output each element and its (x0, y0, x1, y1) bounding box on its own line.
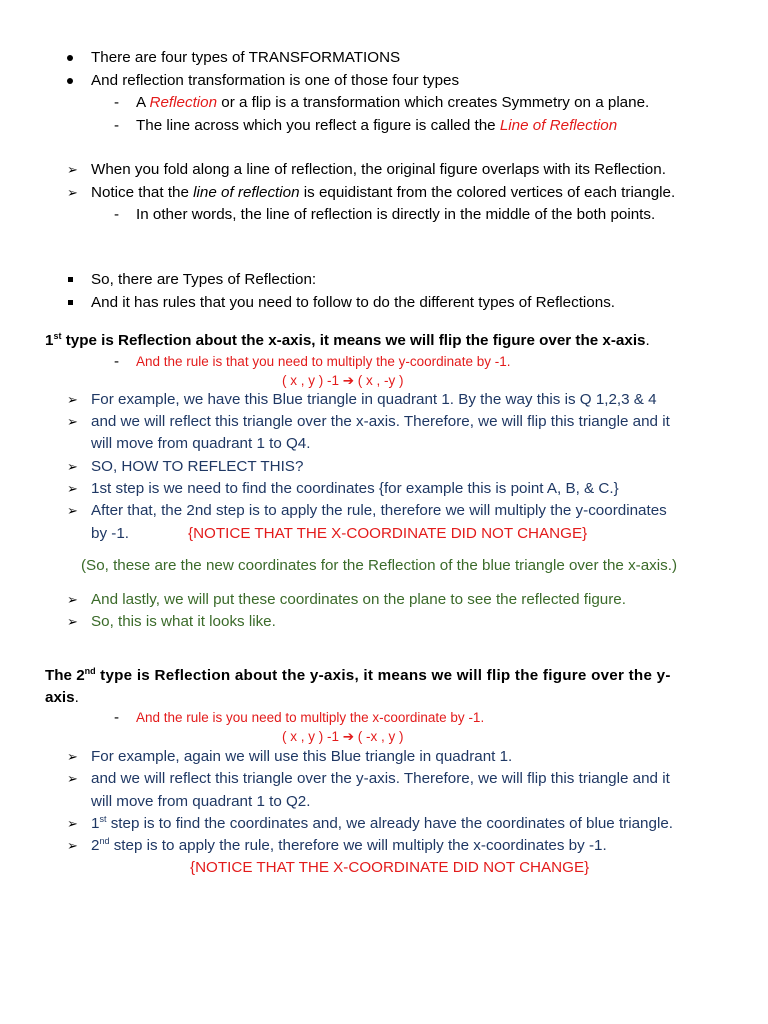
line-of-reflection-term: Line of Reflection (499, 117, 618, 134)
arrow-bullet-icon: ➢ (67, 503, 78, 518)
xaxis-rule: And the rule is that you need to multiply the y-coordinate by -1. (136, 354, 511, 369)
bullet-dot (67, 78, 73, 84)
xaxis-line-3: SO, HOW TO REFLECT THIS? (91, 458, 304, 475)
arrow-bullet-icon: ➢ (67, 771, 78, 786)
arrow-bullet-icon: ➢ (67, 185, 78, 200)
xaxis-line-2a: and we will reflect this triangle over the x-axis. Therefore, we will flip this triangle and it (91, 413, 670, 430)
xaxis-formula: ( x , y ) -1 ➔ ( x , -y ) (282, 373, 404, 388)
arrow-bullet-icon: ➢ (67, 392, 78, 407)
xaxis-line-5b: by -1. (91, 525, 129, 542)
xaxis-heading: 1st type is Reflection about the x-axis, it means we will flip the figure over the x-axis. (45, 331, 650, 349)
sub-dash: - (114, 353, 120, 370)
types-item-1: So, there are Types of Reflection: (91, 271, 317, 288)
sub-dash: - (114, 206, 120, 223)
types-item-2: And it has rules that you need to follow to do the different types of Reflections. (91, 294, 616, 311)
arrow-item-fold: When you fold along a line of reflection, the original figure overlaps with its Reflection. (91, 161, 666, 178)
yaxis-line-2b: will move from quadrant 1 to Q2. (91, 793, 311, 810)
intro-sub-2: The line across which you reflect a figure is called the Line of Reflection (136, 117, 618, 134)
yaxis-notice: {NOTICE THAT THE X-COORDINATE DID NOT CHANGE} (190, 859, 590, 876)
arrow-bullet-icon: ➢ (67, 162, 78, 177)
square-bullet (68, 277, 73, 282)
arrow-bullet-icon: ➢ (67, 481, 78, 496)
yaxis-line-1: For example, again we will use this Blue triangle in quadrant 1. (91, 748, 513, 765)
square-bullet (68, 300, 73, 305)
intro-bullet-1: There are four types of TRANSFORMATIONS (91, 49, 401, 66)
xaxis-line-5a: After that, the 2nd step is to apply the rule, therefore we will multiply the y-coordinates (91, 502, 667, 519)
yaxis-line-4: 2nd step is to apply the rule, therefore we will multiply the x-coordinates by -1. (91, 836, 607, 854)
yaxis-heading-line-2: axis. (45, 689, 79, 706)
yaxis-line-2a: and we will reflect this triangle over the y-axis. Therefore, we will flip this triangle and it (91, 770, 670, 787)
arrow-bullet-icon: ➢ (67, 592, 78, 607)
xaxis-line-2b: will move from quadrant 1 to Q4. (91, 435, 311, 452)
sub-dash: - (114, 117, 120, 134)
arrow-bullet-icon: ➢ (67, 838, 78, 853)
intro-sub-1: A Reflection or a flip is a transformation which creates Symmetry on a plane. (136, 94, 650, 111)
yaxis-rule: And the rule is you need to multiply the x-coordinate by -1. (136, 710, 485, 725)
xaxis-notice: {NOTICE THAT THE X-COORDINATE DID NOT CHANGE} (188, 525, 588, 542)
yaxis-line-3: 1st step is to find the coordinates and, we already have the coordinates of blue triangle. (91, 814, 673, 832)
arrow-bullet-icon: ➢ (67, 459, 78, 474)
xaxis-line-4: 1st step is we need to find the coordinates {for example this is point A, B, & C.} (91, 480, 619, 497)
arrow-bullet-icon: ➢ (67, 816, 78, 831)
reflection-term: Reflection (149, 94, 218, 111)
sub-dash: - (114, 709, 120, 726)
arrow-bullet-icon: ➢ (67, 414, 78, 429)
bullet-dot (67, 55, 73, 61)
arrow-bullet-icon: ➢ (67, 614, 78, 629)
arrow-item-equidistant: Notice that the line of reflection is equidistant from the colored vertices of each triangle. (91, 184, 676, 201)
xaxis-line-1: For example, we have this Blue triangle in quadrant 1. By the way this is Q 1,2,3 & 4 (91, 391, 657, 408)
arrow-sub-middle: In other words, the line of reflection is directly in the middle of the both points. (136, 206, 656, 223)
sub-dash: - (114, 94, 120, 111)
yaxis-heading-line-1: The 2nd type is Reflection about the y-axis, it means we will flip the figure over the y- (45, 666, 671, 684)
arrow-bullet-icon: ➢ (67, 749, 78, 764)
xaxis-green-note: (So, these are the new coordinates for the Reflection of the blue triangle over the x-axis.) (81, 557, 678, 574)
xaxis-line-7: So, this is what it looks like. (91, 613, 276, 630)
yaxis-formula: ( x , y ) -1 ➔ ( -x , y ) (282, 729, 404, 744)
intro-bullet-2: And reflection transformation is one of those four types (91, 72, 460, 89)
xaxis-line-6: And lastly, we will put these coordinates on the plane to see the reflected figure. (91, 591, 626, 608)
